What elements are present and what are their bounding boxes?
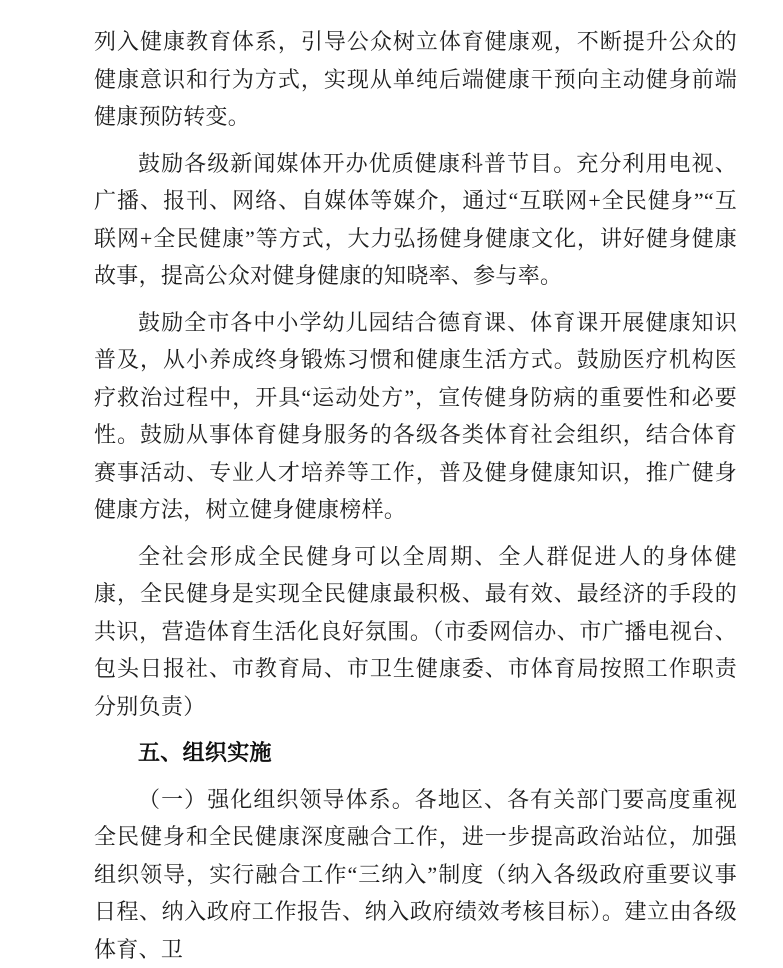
section-heading-organization-implementation: 五、组织实施: [94, 734, 737, 772]
body-paragraph-society-consensus: 全社会形成全民健身可以全周期、全人群促进人的身体健康，全民健身是实现全民健康最积极、最有效、最经济的手段的共识，营造体育生活化良好氛围。（市委网信办、市广播电视台、包头日报社、市教育局、市卫生健康委、市体育局按照工作职责分别负责）: [94, 538, 737, 726]
body-paragraph-strengthen-leadership: （一）强化组织领导体系。各地区、各有关部门要高度重视全民健身和全民健康深度融合工作，进一步提高政治站位，加强组织领导，实行融合工作“三纳入”制度（纳入各级政府重要议事日程、纳入政府工作报告、纳入政府绩效考核目标）。建立由各级体育、卫: [94, 781, 737, 968]
body-paragraph-continuation: 列入健康教育体系，引导公众树立体育健康观，不断提升公众的健康意识和行为方式，实现从单纯后端健康干预向主动健身前端健康预防转变。: [94, 23, 737, 136]
body-paragraph-media-publicity: 鼓励各级新闻媒体开办优质健康科普节目。充分利用电视、广播、报刊、网络、自媒体等媒介，通过“互联网+全民健身”“互联网+全民健康”等方式，大力弘扬健身健康文化，讲好健身健康故事，提高公众对健身健康的知晓率、参与率。: [94, 145, 737, 295]
body-paragraph-schools-and-medical: 鼓励全市各中小学幼儿园结合德育课、体育课开展健康知识普及，从小养成终身锻炼习惯和健康生活方式。鼓励医疗机构医疗救治过程中，开具“运动处方”，宣传健身防病的重要性和必要性。鼓励从事体育健身服务的各级各类体育社会组织，结合体育赛事活动、专业人才培养等工作，普及健身健康知识，推广健身健康方法，树立健身健康榜样。: [94, 304, 737, 529]
